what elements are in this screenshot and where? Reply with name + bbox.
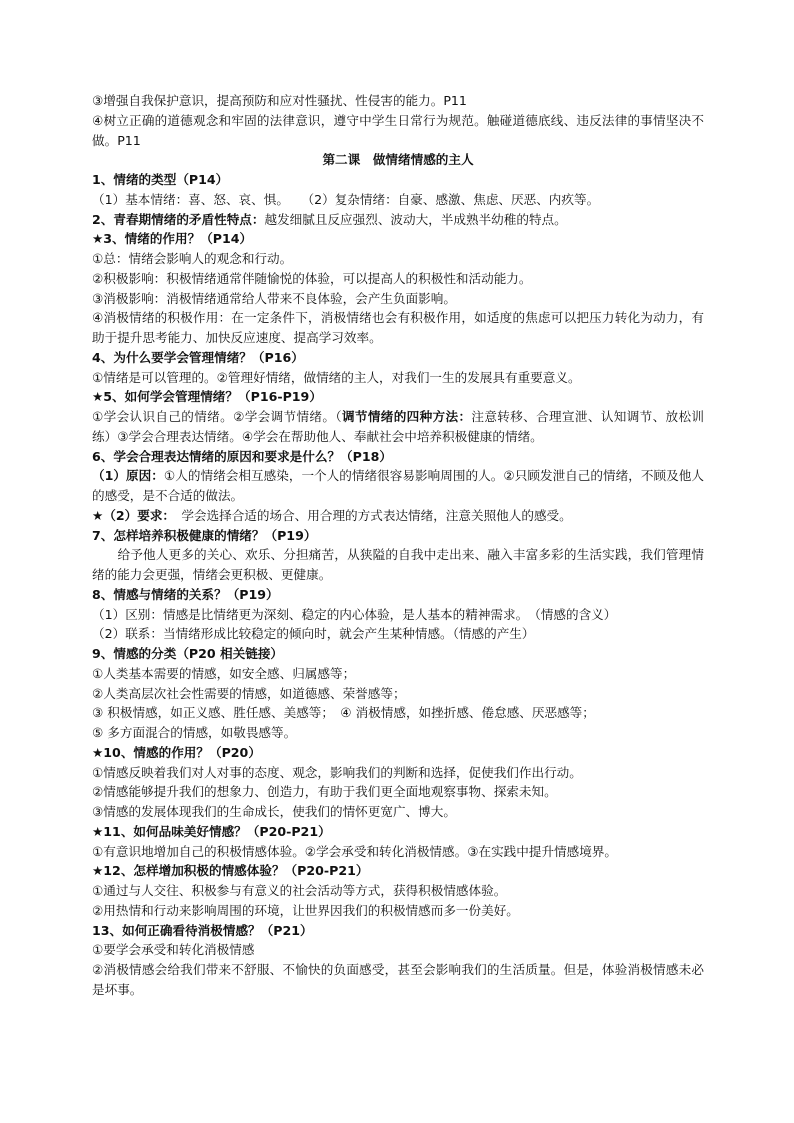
text-line xyxy=(92,506,704,526)
emphasis-text: ★（2）要求： xyxy=(92,507,169,523)
text-span: ①人的情绪会相互感染，一个人的情绪很容易影响周围的人。②只顾发泄自己的情绪，不顾及他人的感受，是不合适的做法。 xyxy=(92,468,704,503)
lesson-title: 第二课 做情绪情感的主人 xyxy=(322,152,474,168)
section-heading: 6、学会合理表达情绪的原因和要求是什么？（P18） xyxy=(92,448,392,464)
text-line: ③消极影响：消极情绪通常给人带来不良体验，会产生负面影响。 xyxy=(92,290,456,306)
text-line: ①通过与人交往、积极参与有意义的社会活动等方式，获得积极情感体验。 xyxy=(92,883,507,898)
text-paragraph: ②消极情感会给我们带来不舒服、不愉快的负面感受，甚至会影响我们的生活质量。但是，体验消极情感未必是坏事。 xyxy=(92,962,704,997)
text-line: ②人类高层次社会性需要的情感，如道德感、荣誉感等； xyxy=(92,685,406,701)
text-line: （1）区别：情感是比情绪更为深刻、稳定的内心体验，是人基本的精神需求。 （情感的含义） xyxy=(92,606,617,622)
section-heading: 2、青春期情绪的矛盾性特点： xyxy=(92,211,265,227)
text-line: ②积极影响：积极情绪通常伴随愉悦的体验，可以提高人的积极性和活动能力。 xyxy=(92,270,532,286)
section-heading: ★11、如何品味美好情感？（P20-P21） xyxy=(92,823,331,839)
emphasis-text: 调节情绪的四种方法： xyxy=(341,409,472,424)
text-paragraph: ④消极情绪的积极作用：在一定条件下，消极情绪也会有积极作用，如适度的焦虑可以把压力转化为动力，有助于提升思考能力、加快反应速度、提高学习效率。 xyxy=(92,310,704,345)
text-span: 注意转移、合理宣泄、认知调节、放松训练）③学会合理表达情绪。④学会在帮助他人、奉献社会中培养积极健康的情绪。 xyxy=(92,409,705,444)
text-paragraph: ④树立正确的道德观念和牢固的法律意识，遵守中学生日常行为规范。触碰道德底线、违反法律的事情坚决不做。P11 xyxy=(92,112,704,148)
text-paragraph xyxy=(92,466,704,506)
text-paragraph: 给予他人更多的关心、欢乐、分担痛苦，从狭隘的自我中走出来、融入丰富多彩的生活实践，我们管理情绪的能力会更强，情绪会更积极、更健康。 xyxy=(92,547,704,582)
text-line: ②用热情和行动来影响周围的环境，让世界因我们的积极情感而多一份美好。 xyxy=(92,902,519,918)
text-line: ①情绪是可以管理的。②管理好情绪，做情绪的主人，对我们一生的发展具有重要意义。 xyxy=(92,369,581,385)
text-span: 越发细腻且反应强烈、波动大，半成熟半幼稚的特点。 xyxy=(264,211,567,227)
section-heading: 13、如何正确看待消极情感？（P21） xyxy=(92,922,313,938)
text-line: ②情感能够提升我们的想象力、创造力，有助于我们更全面地观察事物、探索未知。 xyxy=(92,784,557,800)
emphasis-text: （1）原因： xyxy=(92,468,164,484)
text-span: 学会选择合适的场合、用合理的方式表达情绪，注意关照他人的感受。 xyxy=(168,507,572,523)
section-heading: ★5、如何学会管理情绪？（P16-P19） xyxy=(92,389,322,405)
text-line: ①要学会承受和转化消极情感 xyxy=(92,942,255,958)
document-page xyxy=(92,91,704,1000)
section-heading: ★3、情绪的作用？（P14） xyxy=(92,231,253,247)
text-line: ③ 积极情感，如正义感、胜任感、美感等； ④ 消极情感，如挫折感、倦怠感、厌恶感等； xyxy=(92,705,595,721)
section-heading: ★10、情感的作用？（P20） xyxy=(92,744,261,760)
text-line: ③情感的发展体现我们的生命成长，使我们的情怀更宽广、博大。 xyxy=(92,804,456,819)
section-heading: 4、为什么要学会管理情绪？（P16） xyxy=(92,349,304,365)
text-line: ①人类基本需要的情感，如安全感、归属感等； xyxy=(92,665,356,681)
text-line: ①有意识地增加自己的积极情感体验。②学会承受和转化消极情感。③在实践中提升情感境界。 xyxy=(92,843,618,859)
section-heading: 9、情感的分类（P20 相关链接） xyxy=(92,646,284,661)
section-heading: 7、怎样培养积极健康的情绪？（P19） xyxy=(92,527,317,543)
text-line: ⑤ 多方面混合的情感，如敬畏感等。 xyxy=(92,725,297,740)
text-line xyxy=(92,210,704,230)
text-line: ①总：情绪会影响人的观念和行动。 xyxy=(92,251,293,266)
text-line: （2）联系：当情绪形成比较稳定的倾向时，就会产生某种情感。（情感的产生） xyxy=(92,626,535,642)
text-line: ①情感反映着我们对人对事的态度、观念，影响我们的判断和选择，促使我们作出行动。 xyxy=(92,764,582,780)
section-heading: 8、情感与情绪的关系？（P19） xyxy=(92,586,279,602)
section-heading: 1、情绪的类型（P14） xyxy=(92,172,229,187)
text-span: ①学会认识自己的情绪。②学会调节情绪。（ xyxy=(92,409,342,424)
section-heading: ★12、怎样增加积极的情感体验？（P20-P21） xyxy=(92,863,369,879)
text-line: ③增强自我保护意识，提高预防和应对性骚扰、性侵害的能力。P11 xyxy=(92,93,467,108)
text-line: （1）基本情绪：喜、怒、哀、惧。 （2）复杂情绪：自豪、感激、焦虑、厌恶、内疚等。 xyxy=(92,191,600,207)
text-paragraph xyxy=(92,407,704,447)
